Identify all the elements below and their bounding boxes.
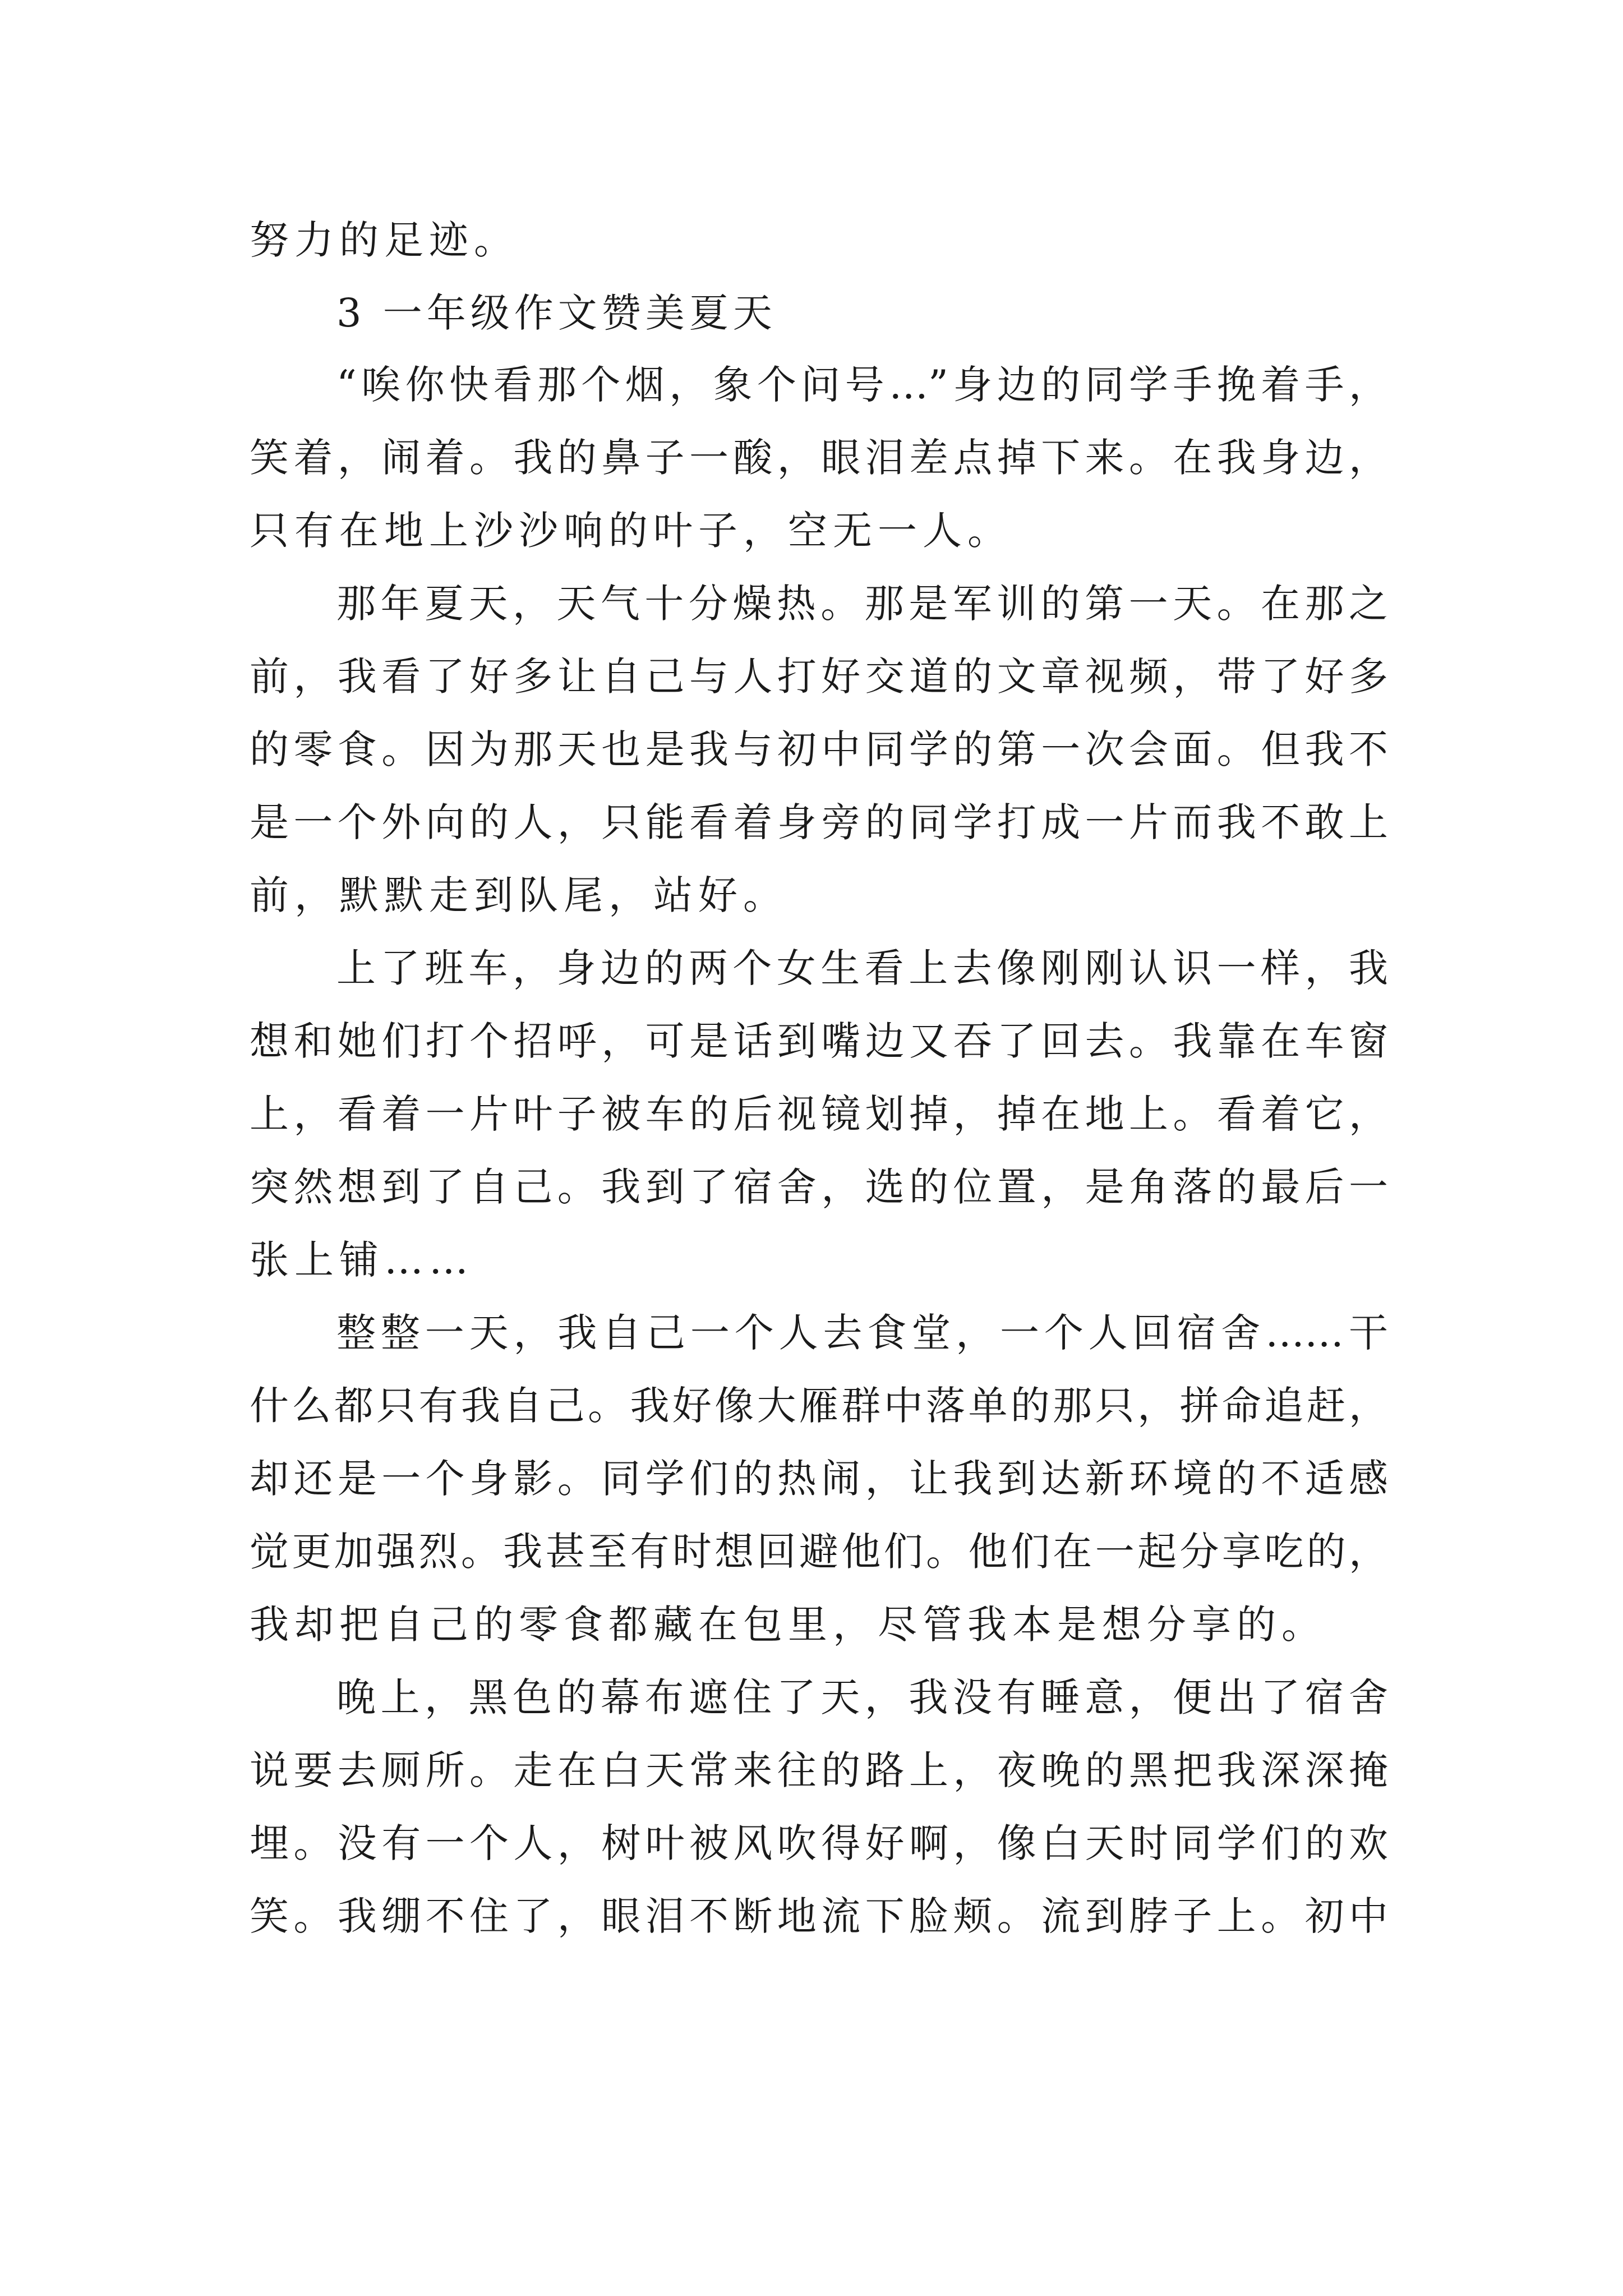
paragraph-line: 上，看着一片叶子被车的后视镜划掉，掉在地上。看着它，	[250, 1091, 1388, 1137]
paragraph-line: 的零食。因为那天也是我与初中同学的第一次会面。但我不	[250, 726, 1388, 772]
paragraph-line: 努力的足迹。	[250, 217, 519, 263]
paragraph-line: 是一个外向的人，只能看着身旁的同学打成一片而我不敢上	[250, 799, 1388, 845]
paragraph-line: 什么都只有我自己。我好像大雁群中落单的那只，拼命追赶，	[250, 1383, 1388, 1429]
paragraph-line: 只有在地上沙沙响的叶子，空无一人。	[250, 508, 1012, 554]
paragraph-line: 那年夏天，天气十分燥热。那是军训的第一天。在那之	[336, 581, 1388, 627]
paragraph-line: 说要去厕所。走在白天常来往的路上，夜晚的黑把我深深掩	[250, 1747, 1388, 1793]
paragraph-line: 整整一天，我自己一个人去食堂，一个人回宿舍……干	[336, 1310, 1388, 1356]
paragraph-line: 却还是一个身影。同学们的热闹，让我到达新环境的不适感	[250, 1456, 1388, 1502]
paragraph-line: 前，我看了好多让自己与人打好交道的文章视频，带了好多	[250, 654, 1388, 700]
paragraph-line: 张上铺……	[250, 1237, 474, 1283]
paragraph-line: 想和她们打个招呼，可是话到嘴边又吞了回去。我靠在车窗	[250, 1018, 1388, 1064]
paragraph-line: 上了班车，身边的两个女生看上去像刚刚认识一样，我	[336, 945, 1388, 991]
paragraph-line: “唉你快看那个烟，象个问号…”身边的同学手挽着手，	[336, 362, 1388, 408]
paragraph-line: 笑。我绷不住了，眼泪不断地流下脸颊。流到脖子上。初中	[250, 1893, 1388, 1939]
paragraph-line: 突然想到了自己。我到了宿舍，选的位置，是角落的最后一	[250, 1164, 1388, 1210]
paragraph-line: 觉更加强烈。我甚至有时想回避他们。他们在一起分享吃的，	[250, 1529, 1388, 1575]
paragraph-line: 笑着，闹着。我的鼻子一酸，眼泪差点掉下来。在我身边，	[250, 435, 1388, 481]
paragraph-line: 我却把自己的零食都藏在包里，尽管我本是想分享的。	[250, 1602, 1326, 1648]
paragraph-line: 埋。没有一个人，树叶被风吹得好啊，像白天时同学们的欢	[250, 1820, 1388, 1866]
paragraph-line: 前，默默走到队尾，站好。	[250, 872, 788, 918]
section-heading: 3 一年级作文赞美夏天	[336, 290, 777, 336]
paragraph-line: 晚上，黑色的幕布遮住了天，我没有睡意，便出了宿舍	[336, 1674, 1388, 1720]
